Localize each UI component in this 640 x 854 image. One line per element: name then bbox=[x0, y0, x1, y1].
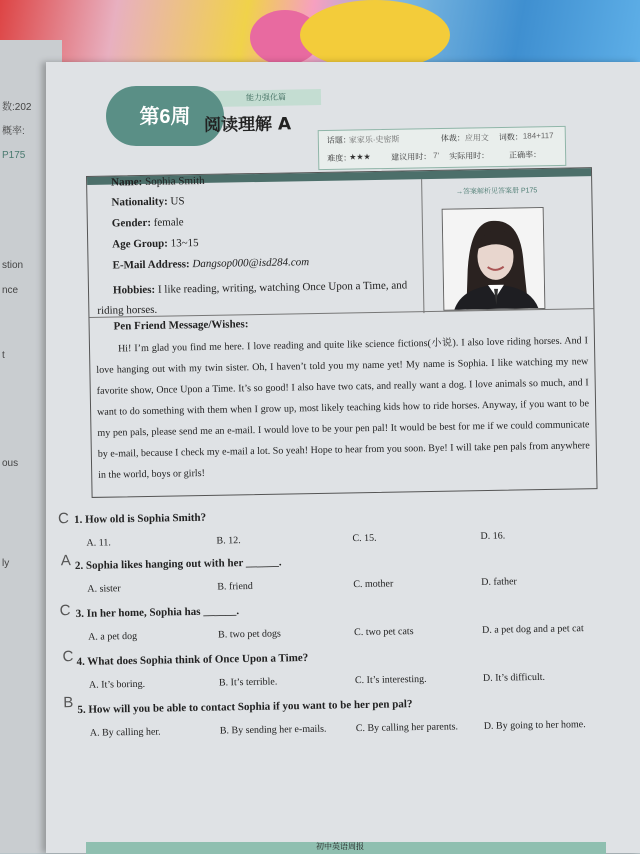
correct-rate-label: 正确率： bbox=[509, 150, 542, 160]
topic-label: 话题： bbox=[326, 135, 351, 146]
left-page-fragment: 概率: bbox=[2, 126, 25, 137]
difficulty-stars: ★★★ bbox=[349, 152, 371, 162]
footer-text: 初中英语周报 bbox=[316, 842, 364, 851]
option-a[interactable]: A. 11. bbox=[86, 537, 111, 549]
page-title: 阅读理解 A bbox=[203, 114, 292, 136]
question-3: 3. In her home, Sophia has ______. bbox=[75, 605, 240, 620]
genre-value: 应用文 bbox=[464, 133, 489, 143]
topic-value: 家家乐·史密斯 bbox=[348, 134, 400, 145]
time-label: 建议用时： bbox=[391, 152, 432, 162]
handwritten-answer: C bbox=[57, 510, 70, 528]
handwritten-answer: B bbox=[63, 694, 74, 712]
option-b[interactable]: B. 12. bbox=[216, 535, 241, 547]
left-page-fragment: nce bbox=[2, 285, 19, 296]
profile-divider bbox=[421, 179, 424, 313]
option-c[interactable]: C. mother bbox=[353, 578, 394, 591]
girl-portrait-icon bbox=[443, 208, 545, 310]
option-d[interactable]: D. By going to her home. bbox=[483, 719, 586, 732]
left-page-fragment: P175 bbox=[2, 150, 26, 161]
name-field bbox=[111, 175, 205, 189]
pen-pal-profile bbox=[86, 167, 598, 498]
option-d[interactable]: D. a pet dog and a pet cat bbox=[481, 623, 584, 636]
nationality-label: Nationality: bbox=[111, 195, 168, 209]
difficulty-label: 难度： bbox=[327, 153, 352, 164]
pen-friend-message: Hi! I’m glad you find me here. I love reading and quite like science fictions(小说). I also love riding horses. And I love hanging out with my twin sister. Oh, I haven’t told you my name yet! My name is Sophia. I like watching my new favorite show, Once Upon a Time. It’s so good! I also have two cats, and really want a dog. I love animals so much, and I want to do something with them when I grow up, most likely teaching kids how to ride horses. Anyway, if you want to be my pen pals, please send me an e-mail. I would love to be your pen pal! It would be best for me if we could communicate by e-mail, because I check my e-mail a lot. So yeah! Hope to hear from you soon. Bye! I will take pen pals from anywhere in the world, boys or girls! bbox=[96, 335, 590, 481]
hobbies-label: Hobbies: bbox=[112, 283, 156, 297]
words-label: 词数： bbox=[498, 132, 523, 143]
gender-field bbox=[112, 216, 184, 229]
name-value: Sophia Smith bbox=[144, 174, 205, 188]
handwritten-answer: C bbox=[59, 602, 71, 620]
exercise-info-box bbox=[318, 126, 567, 170]
time-value: 7' bbox=[433, 151, 440, 161]
profile-photo bbox=[442, 207, 546, 311]
nationality-value: US bbox=[170, 195, 185, 208]
question-4: 4. What does Sophia think of Once Upon a Time? bbox=[76, 651, 309, 668]
blanket-pattern bbox=[300, 0, 450, 70]
email-label: E-Mail Address: bbox=[112, 258, 190, 272]
age-label: Age Group: bbox=[112, 237, 169, 251]
name-label: Name: bbox=[111, 176, 143, 189]
message-label: Pen Friend Message/Wishes: bbox=[113, 318, 249, 333]
page-footer bbox=[86, 842, 606, 854]
workbook-page bbox=[46, 62, 640, 853]
option-b[interactable]: B. It’s terrible. bbox=[218, 676, 278, 689]
age-value: 13~15 bbox=[170, 237, 199, 250]
actual-time-label: 实际用时： bbox=[449, 151, 490, 161]
question-2: 2. Sophia likes hanging out with her ______. bbox=[74, 556, 282, 572]
option-d[interactable]: D. 16. bbox=[480, 530, 506, 542]
option-a[interactable]: A. By calling her. bbox=[89, 726, 161, 739]
question-5: 5. How will you be able to contact Sophia if you want to be her pen pal? bbox=[77, 698, 413, 716]
email-value: Dangsop000@isd284.com bbox=[192, 256, 310, 271]
handwritten-answer: A bbox=[60, 552, 71, 570]
option-b[interactable]: B. By sending her e-mails. bbox=[219, 723, 327, 737]
gender-label: Gender: bbox=[111, 216, 152, 230]
words-value: 184+117 bbox=[522, 131, 554, 141]
question-1: 1. How old is Sophia Smith? bbox=[74, 511, 207, 526]
left-page-fragment: t bbox=[2, 350, 5, 361]
left-page-fragment: 数:202 bbox=[2, 102, 32, 113]
option-d[interactable]: D. It’s difficult. bbox=[482, 671, 546, 684]
left-page-fragment: ous bbox=[2, 458, 19, 469]
hobbies-value: I like reading, writing, watching Once Upon a Time, and riding horses. bbox=[97, 279, 408, 317]
option-b[interactable]: B. friend bbox=[217, 580, 253, 593]
left-page-fragment: stion bbox=[2, 260, 24, 271]
nationality-field bbox=[111, 195, 184, 208]
option-c[interactable]: C. By calling her parents. bbox=[355, 721, 459, 735]
week-badge: 第6周 bbox=[106, 86, 224, 146]
option-c[interactable]: C. It’s interesting. bbox=[354, 673, 427, 687]
option-b[interactable]: B. two pet dogs bbox=[218, 628, 282, 641]
answer-reference: →答案解析见答案册 P175 bbox=[455, 187, 538, 196]
gender-value: female bbox=[153, 216, 184, 229]
question-list bbox=[57, 505, 614, 739]
option-c[interactable]: C. 15. bbox=[352, 532, 377, 545]
handwritten-answer: C bbox=[62, 648, 74, 666]
option-a[interactable]: A. It’s boring. bbox=[88, 678, 146, 691]
option-c[interactable]: C. two pet cats bbox=[354, 626, 414, 639]
genre-label: 体裁： bbox=[440, 133, 465, 144]
option-d[interactable]: D. father bbox=[481, 576, 517, 588]
left-page-fragment: ly bbox=[2, 558, 10, 569]
age-field bbox=[112, 237, 199, 251]
option-a[interactable]: A. a pet dog bbox=[88, 630, 138, 643]
option-a[interactable]: A. sister bbox=[87, 583, 121, 595]
email-field bbox=[112, 256, 309, 271]
section-ribbon: 能力强化篇 bbox=[211, 89, 321, 107]
